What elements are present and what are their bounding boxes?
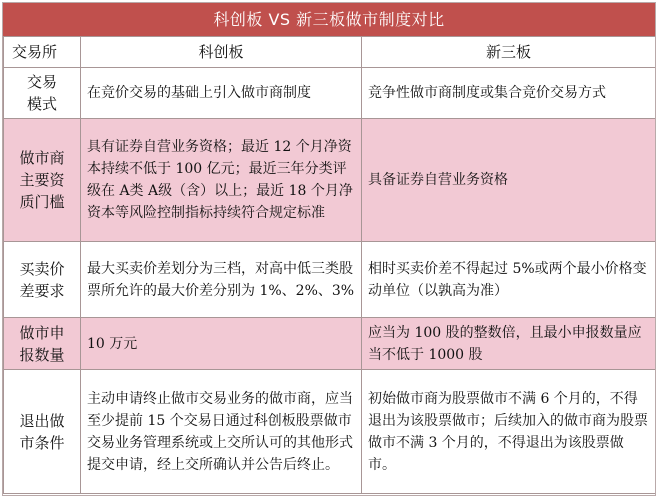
comparison-table <box>3 36 656 494</box>
xsb-cell: 应当为 100 股的整数倍，且最小申报数量应当不低于 1000 股 <box>362 318 656 370</box>
header-kcb: 科创板 <box>81 37 362 68</box>
kcb-cell: 具有证券自营业务资格；最近 12 个月净资本持续不低于 100 亿元；最近三年分类评级在 A类 A级（含）以上；最近 18 个月净资本等风险控制指标持续符合规定标准 <box>81 119 362 242</box>
row-trading-mode <box>4 68 656 119</box>
row-label: 买卖价 差要求 <box>4 242 81 318</box>
row-spread <box>4 242 656 318</box>
xsb-cell: 具备证券自营业务资格 <box>362 119 656 242</box>
row-label: 退出做 市条件 <box>4 370 81 494</box>
row-quantity <box>4 318 656 370</box>
comparison-frame <box>2 2 656 496</box>
row-label: 做市申 报数量 <box>4 318 81 370</box>
row-label: 做市商 主要资 质门槛 <box>4 119 81 242</box>
xsb-cell: 初始做市商为股票做市不满 6 个月的，不得退出为该股票做市；后续加入的做市商为股票做市不满 3 个月的，不得退出为该股票做市。 <box>362 370 656 494</box>
table-title: 科创板 VS 新三板做市制度对比 <box>3 3 655 36</box>
kcb-cell: 主动申请终止做市交易业务的做市商，应当至少提前 15 个交易日通过科创板股票做市交易业务管理系统或上交所认可的其他形式提交申请，经上交所确认并公告后终止。 <box>81 370 362 494</box>
kcb-cell: 最大买卖价差划分为三档，对高中低三类股票所允许的最大价差分别为 1%、2%、3% <box>81 242 362 318</box>
header-exchange: 交易所 <box>4 37 81 68</box>
header-xsb: 新三板 <box>362 37 656 68</box>
xsb-cell: 竞争性做市商制度或集合竞价交易方式 <box>362 68 656 119</box>
row-label: 交易 模式 <box>4 68 81 119</box>
kcb-cell: 在竞价交易的基础上引入做市商制度 <box>81 68 362 119</box>
xsb-cell: 相时买卖价差不得起过 5%或两个最小价格变动单位（以孰高为准） <box>362 242 656 318</box>
kcb-cell: 10 万元 <box>81 318 362 370</box>
row-exit <box>4 370 656 494</box>
row-qualification <box>4 119 656 242</box>
header-row <box>4 37 656 68</box>
